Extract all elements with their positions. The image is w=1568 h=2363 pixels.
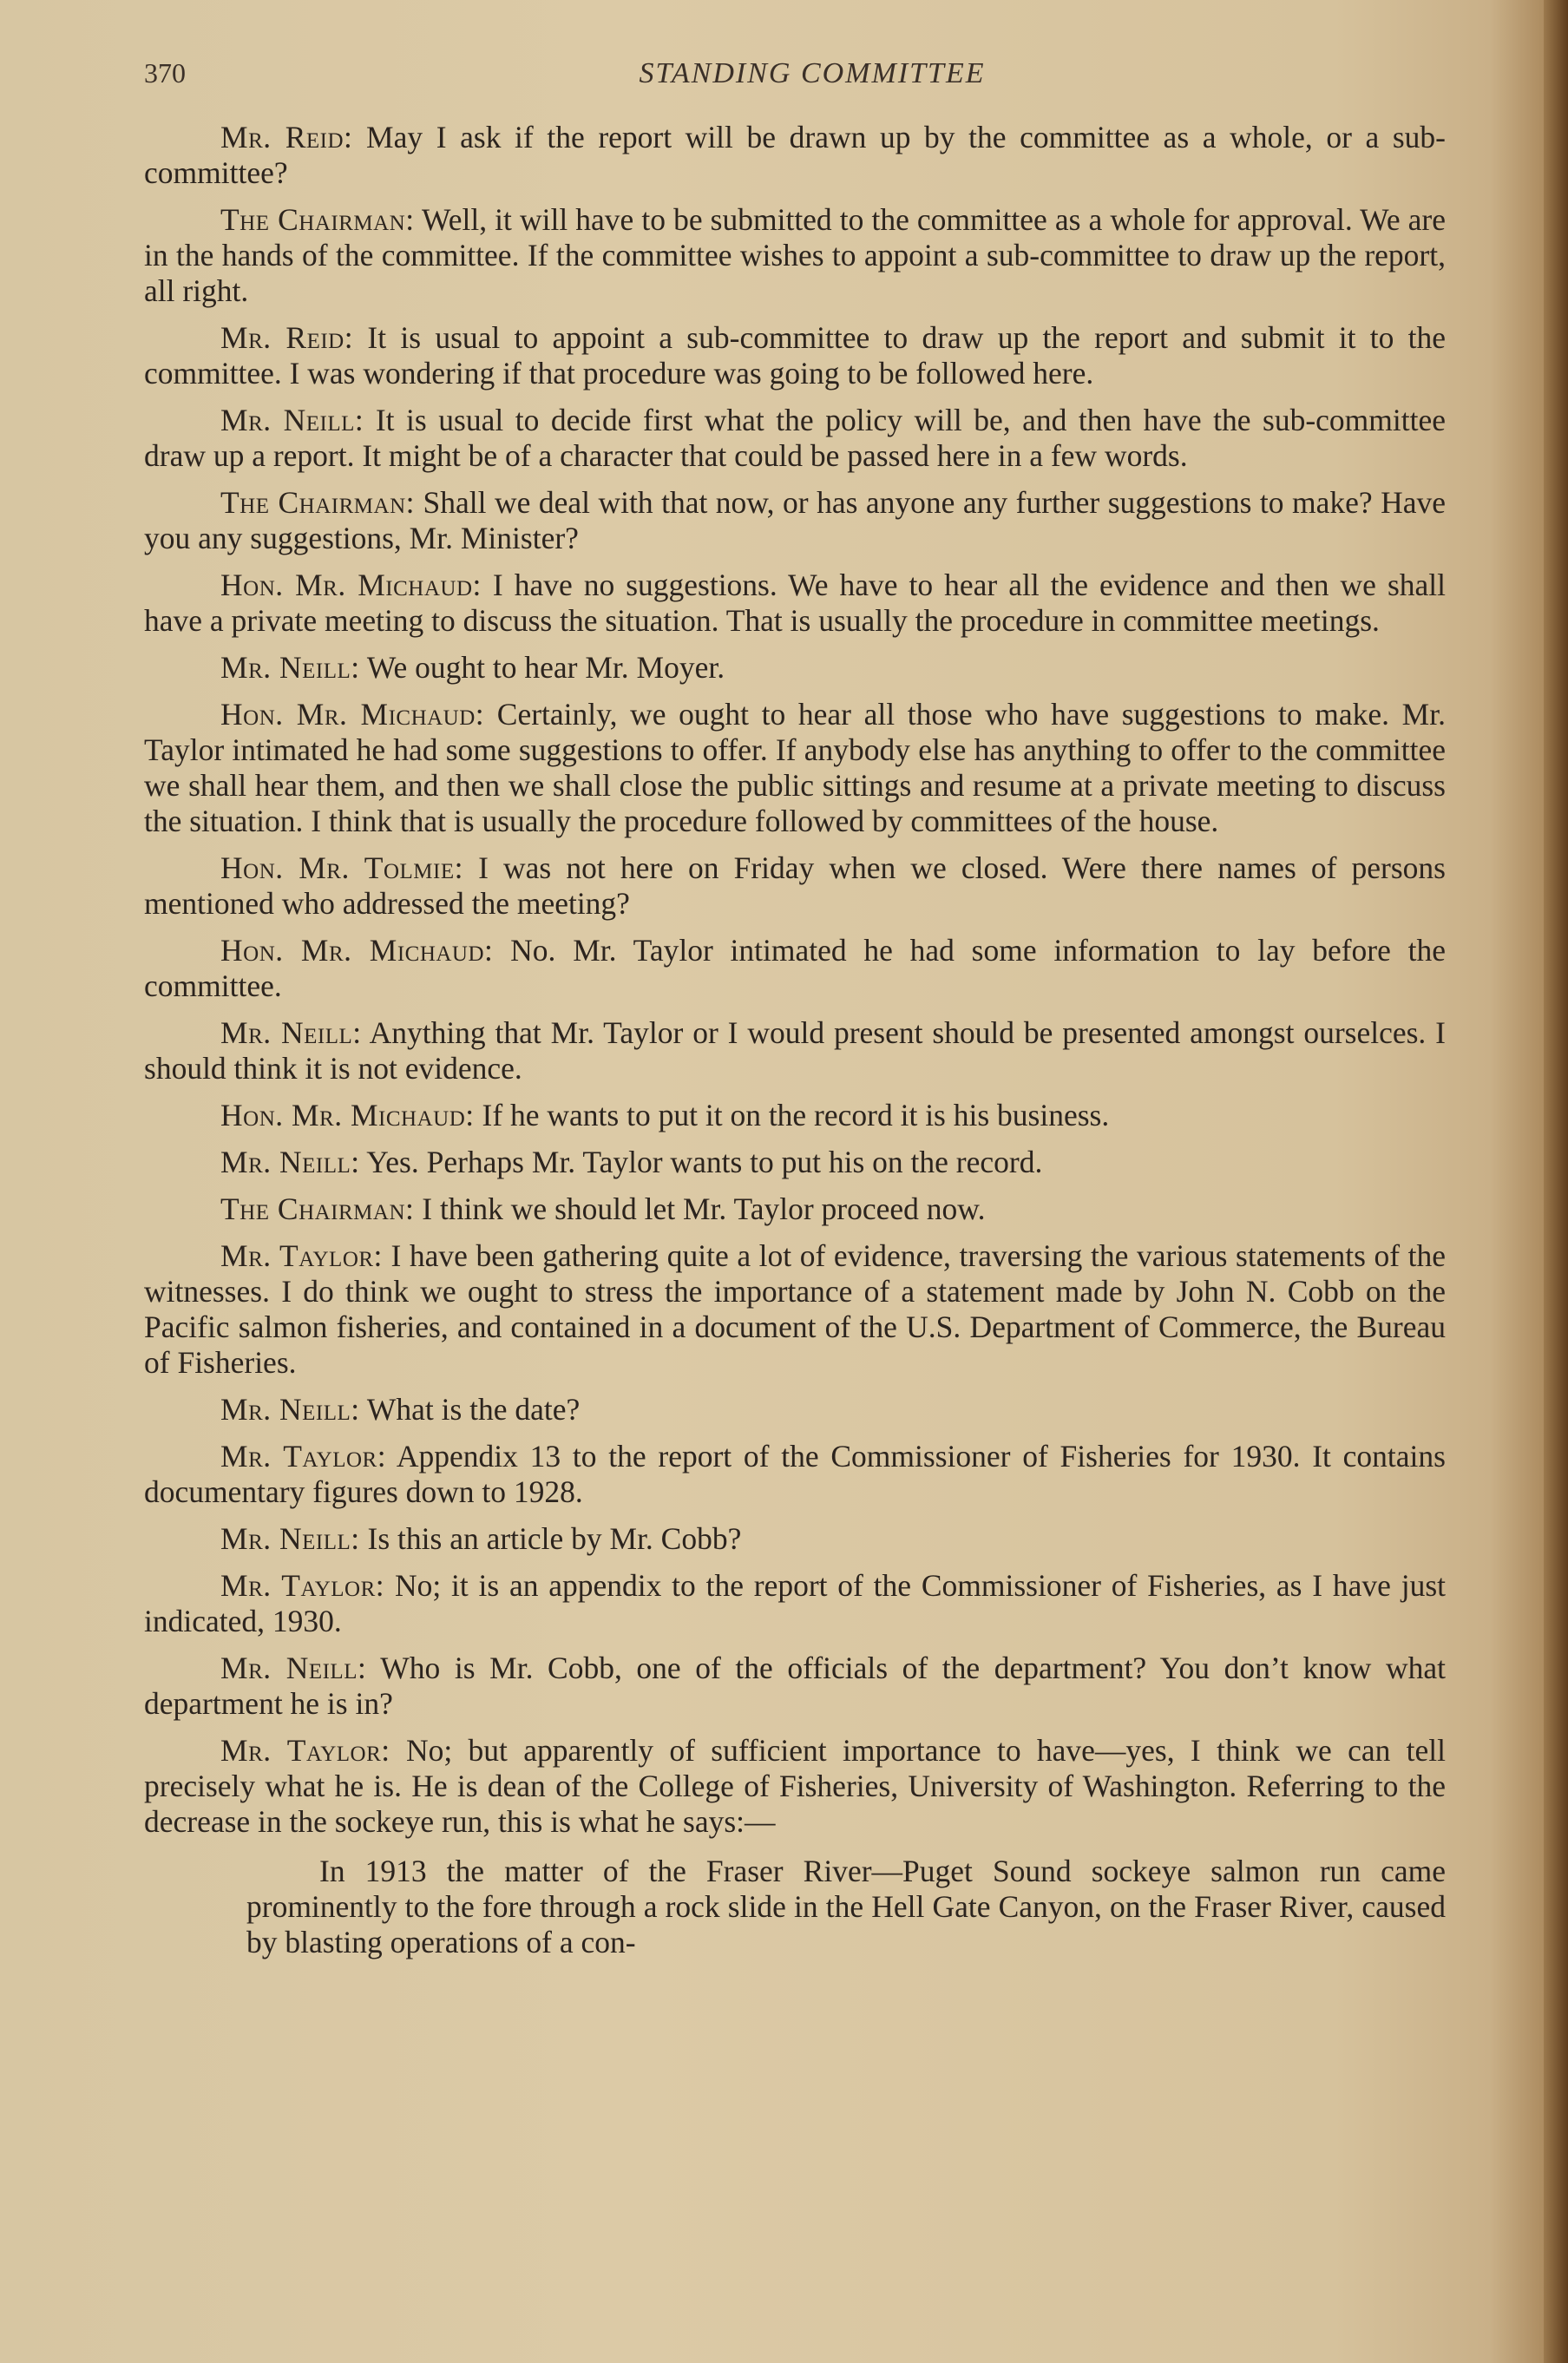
paragraph-text: Certainly, we ought to hear all those who have suggestions to make. Mr. Taylor intimated he had some suggestions to offer. If anybody else has anything to offer to the committee we shall hear them, and then we shall close the public sittings and resume at a private meeting to discuss the situation. I think that is usually the procedure followed by committees of the house. bbox=[144, 697, 1446, 838]
paragraph bbox=[144, 202, 1446, 309]
speaker-name: Mr. Reid: bbox=[220, 320, 354, 355]
paragraph bbox=[144, 650, 1446, 686]
paragraph bbox=[144, 403, 1446, 474]
paragraph-text: We ought to hear Mr. Moyer. bbox=[366, 650, 725, 685]
paragraph bbox=[144, 1568, 1446, 1639]
speaker-name: Mr. Neill: bbox=[220, 650, 360, 685]
paragraph-text: It is usual to appoint a sub-committee to draw up the report and submit it to the committee. I was wondering if that procedure was going to be followed here. bbox=[144, 320, 1447, 391]
paragraph bbox=[144, 120, 1446, 191]
paragraph-text: May I ask if the report will be drawn up by the committee as a whole, or a sub-committee? bbox=[144, 120, 1446, 190]
paragraph-text: Shall we deal with that now, or has anyone any further suggestions to make? Have you any suggestions, Mr. Minister? bbox=[144, 485, 1447, 555]
speaker-name: Hon. Mr. Michaud: bbox=[220, 697, 485, 732]
paragraph bbox=[144, 1238, 1446, 1381]
speaker-name: Hon. Mr. Michaud: bbox=[220, 933, 494, 968]
paragraph bbox=[144, 1392, 1446, 1428]
block-quote: In 1913 the matter of the Fraser River—Puget Sound sockeye salmon run came prominently to the fore through a rock slide in the Hell Gate Canyon, on the Fraser River, caused by blasting operations of a con- bbox=[246, 1854, 1446, 1959]
speaker-name: Hon. Mr. Michaud: bbox=[220, 568, 482, 602]
transcript-body bbox=[144, 120, 1446, 1960]
running-title: STANDING COMMITTEE bbox=[639, 57, 986, 89]
paragraph bbox=[144, 320, 1446, 391]
speaker-name: The Chairman: bbox=[220, 202, 415, 237]
speaker-name: Mr. Neill: bbox=[220, 403, 364, 437]
speaker-name: Mr. Neill: bbox=[220, 1015, 362, 1050]
speaker-name: Mr. Taylor: bbox=[220, 1733, 390, 1768]
paragraph bbox=[144, 1098, 1446, 1133]
speaker-name: The Chairman: bbox=[220, 1191, 415, 1226]
paragraph-text: Is this an article by Mr. Cobb? bbox=[367, 1521, 742, 1556]
speaker-name: The Chairman: bbox=[220, 485, 415, 520]
speaker-name: Mr. Neill: bbox=[220, 1521, 360, 1556]
speaker-name: Mr. Taylor: bbox=[220, 1238, 383, 1273]
paragraph-text: I have been gathering quite a lot of evidence, traversing the various statements of the witnesses. I do think we ought to stress the importance of a statement made by John N. Cobb on the Pacific salmon fisheries, and contained in a document of the U.S. Department of Commerce, the Bureau of Fisheries. bbox=[144, 1238, 1446, 1380]
paragraph bbox=[144, 850, 1446, 922]
paragraph-text: If he wants to put it on the record it is his business. bbox=[482, 1098, 1110, 1132]
paragraph bbox=[144, 1191, 1446, 1227]
paragraph-text: No; it is an appendix to the report of the Commissioner of Fisheries, as I have just indicated, 1930. bbox=[144, 1568, 1446, 1638]
paragraph-text: I have no suggestions. We have to hear all the evidence and then we shall have a private meeting to discuss the situation. That is usually the procedure in committee meetings. bbox=[144, 568, 1446, 638]
paragraph bbox=[144, 933, 1446, 1004]
paragraph bbox=[144, 697, 1446, 839]
paragraph-text: No; but apparently of sufficient importance to have—yes, I think we can tell precisely what he is. He is dean of the College of Fisheries, University of Washington. Referring to the decrease in the sockeye run, this is what he says:— bbox=[144, 1733, 1447, 1839]
paragraph-text: What is the date? bbox=[366, 1392, 581, 1427]
paragraph bbox=[144, 1521, 1446, 1557]
speaker-name: Mr. Reid: bbox=[220, 120, 353, 154]
paragraph-text: I think we should let Mr. Taylor proceed now. bbox=[422, 1191, 986, 1226]
paragraph bbox=[144, 1733, 1446, 1840]
speaker-name: Mr. Taylor: bbox=[220, 1439, 387, 1474]
paragraph bbox=[144, 485, 1446, 556]
paragraph-text: It is usual to decide first what the policy will be, and then have the sub-committee draw up a report. It might be of a character that could be passed here in a few words. bbox=[144, 403, 1447, 473]
paragraph-text: No. Mr. Taylor intimated he had some information to lay before the committee. bbox=[144, 933, 1446, 1003]
paragraph-text: Well, it will have to be submitted to the committee as a whole for approval. We are in the hands of the committee. If the committee wishes to appoint a sub-committee to draw up the report, all right. bbox=[144, 202, 1447, 308]
paragraph bbox=[144, 1015, 1446, 1086]
speaker-name: Mr. Neill: bbox=[220, 1145, 360, 1179]
speaker-name: Hon. Mr. Michaud: bbox=[220, 1098, 475, 1132]
speaker-name: Mr. Neill: bbox=[220, 1651, 367, 1685]
speaker-name: Mr. Taylor: bbox=[220, 1568, 385, 1603]
paragraph-text: I was not here on Friday when we closed. Were there names of persons mentioned who addressed the meeting? bbox=[144, 850, 1446, 921]
paragraph bbox=[144, 568, 1446, 639]
paragraph-text: Yes. Perhaps Mr. Taylor wants to put his on the record. bbox=[366, 1145, 1043, 1179]
paragraph-text: Who is Mr. Cobb, one of the officials of the department? You don’t know what department he is in? bbox=[144, 1651, 1446, 1721]
running-head bbox=[144, 57, 1480, 101]
paragraph-text: Appendix 13 to the report of the Commissioner of Fisheries for 1930. It contains documentary figures down to 1928. bbox=[144, 1439, 1446, 1509]
paragraph bbox=[144, 1145, 1446, 1180]
book-edge bbox=[1544, 0, 1568, 2363]
speaker-name: Hon. Mr. Tolmie: bbox=[220, 850, 463, 885]
paragraph bbox=[144, 1651, 1446, 1722]
paragraph bbox=[144, 1439, 1446, 1510]
speaker-name: Mr. Neill: bbox=[220, 1392, 360, 1427]
paragraph-text: Anything that Mr. Taylor or I would present should be presented amongst ourselces. I should think it is not evidence. bbox=[144, 1015, 1446, 1086]
page-number: 370 bbox=[144, 57, 186, 89]
